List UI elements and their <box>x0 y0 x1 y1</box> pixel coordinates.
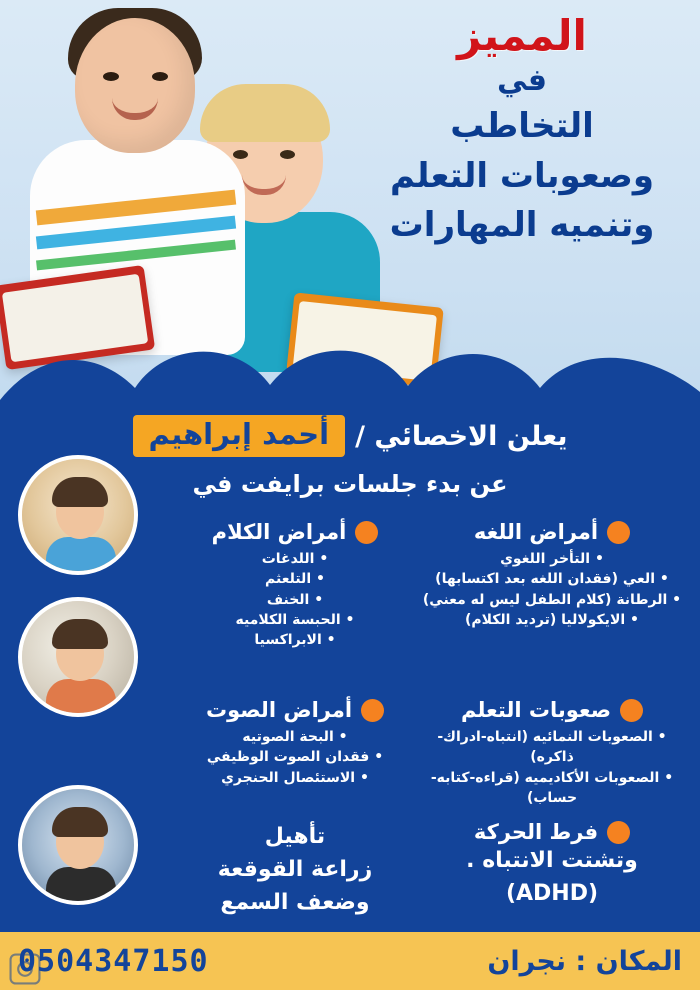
list-item: • التلعثم <box>236 569 355 589</box>
child-torso <box>46 537 116 575</box>
list-item: • التأخر اللغوي <box>423 549 681 569</box>
child-torso <box>46 867 116 905</box>
girl-bangs <box>200 84 330 142</box>
bullet-dot-icon <box>355 521 378 544</box>
section-rehab <box>190 820 400 919</box>
rehab-line-3: وضعف السمع <box>220 890 370 915</box>
headline-line-3a: التخاطب <box>450 106 594 147</box>
adhd-line-2: (ADHD) <box>505 881 599 906</box>
bullet-dot-icon <box>607 821 630 844</box>
girl-eye-right <box>280 150 295 159</box>
bullet-dot-icon <box>620 699 643 722</box>
bullet-dot-icon <box>361 699 384 722</box>
phone-number[interactable]: 0504347150 <box>18 943 209 979</box>
section-items <box>423 549 681 630</box>
photo-circle-3 <box>18 785 138 905</box>
child-torso <box>46 679 116 717</box>
girl-eye-left <box>233 150 248 159</box>
headline <box>362 12 682 250</box>
brand-logo-icon <box>8 952 42 986</box>
list-item: • الابراكسيا <box>236 630 355 650</box>
section-adhd <box>422 820 682 910</box>
headline-line-3c: وتنميه المهارات <box>389 204 655 245</box>
list-item: • الخنف <box>236 590 355 610</box>
list-item: • البحة الصوتيه <box>207 727 383 747</box>
section-speech-disorders <box>190 520 400 650</box>
section-items <box>207 727 383 788</box>
boy-head <box>75 18 195 153</box>
list-item: • الرطانة (كلام الطفل ليس له معني) <box>423 590 681 610</box>
section-header <box>474 820 630 844</box>
list-item: • الصعوبات النمائيه (انتباه-ادراك-ذاكره) <box>422 727 682 768</box>
list-item: • اللدغات <box>236 549 355 569</box>
boy-eye-right <box>152 72 168 81</box>
rehab-line-1: تأهيل <box>264 824 326 849</box>
list-item: • الايكولاليا (ترديد الكلام) <box>423 610 681 630</box>
section-title: أمراض الكلام <box>211 520 347 544</box>
rehab-line-2: زراعة القوقعة <box>217 857 373 882</box>
section-items <box>422 727 682 808</box>
headline-line-1: المميز <box>457 11 587 60</box>
section-title: أمراض اللغه <box>473 520 599 544</box>
child-hair <box>52 619 108 649</box>
section-title: أمراض الصوت <box>205 698 353 722</box>
list-item: • فقدان الصوت الوظيفي <box>207 747 383 767</box>
bullet-dot-icon <box>607 521 630 544</box>
list-item: • الصعوبات الأكاديميه (قراءه-كتابه-حساب) <box>422 768 682 809</box>
section-items <box>236 549 355 650</box>
section-header <box>474 520 630 544</box>
section-voice-disorders <box>190 698 400 788</box>
specialist-name-badge: أحمد إبراهيم <box>133 415 346 457</box>
list-item: • العي (فقدان اللغه بعد اكتسابها) <box>423 569 681 589</box>
adhd-line-1: وتشتت الانتباه . <box>466 848 638 873</box>
child-hair <box>52 477 108 507</box>
boy-eye-left <box>103 72 119 81</box>
section-header <box>206 698 384 722</box>
location-text: المكان : نجران <box>487 945 682 977</box>
section-header <box>212 520 379 544</box>
announcement-prefix: يعلن الاخصائي / <box>355 420 568 452</box>
headline-line-2: في <box>497 63 547 99</box>
section-title: فرط الحركة <box>473 820 599 844</box>
list-item: • الاستئصال الحنجري <box>207 768 383 788</box>
photo-circle-1 <box>18 455 138 575</box>
child-hair <box>52 807 108 837</box>
announcement-sub: عن بدء جلسات برايفت في <box>192 470 508 498</box>
section-language-disorders <box>422 520 682 630</box>
section-title: صعوبات التعلم <box>460 698 612 722</box>
list-item: • الحبسة الكلاميه <box>236 610 355 630</box>
footer-bar <box>0 932 700 990</box>
section-header <box>461 698 643 722</box>
announcement-row <box>0 415 700 457</box>
photo-circle-2 <box>18 597 138 717</box>
headline-line-3b: وصعوبات التعلم <box>389 155 655 196</box>
section-learning-difficulties <box>422 698 682 808</box>
